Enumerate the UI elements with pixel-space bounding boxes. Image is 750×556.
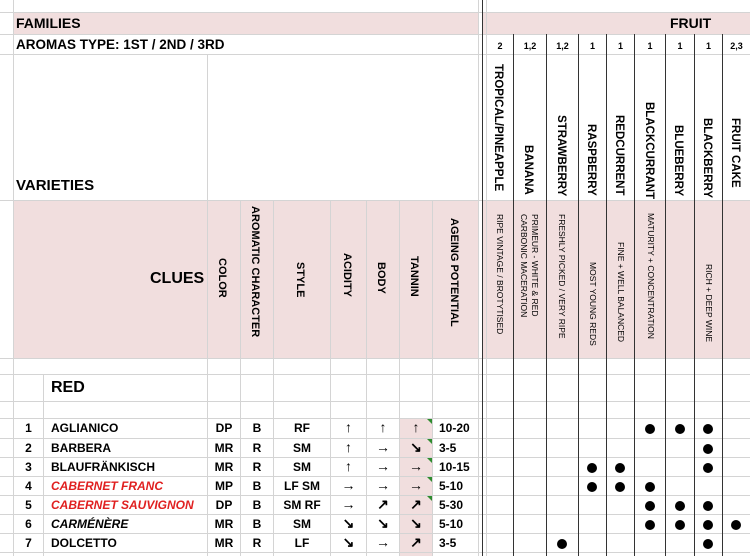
ageing-value: 5-30	[439, 498, 464, 512]
aromatic-value: R	[252, 441, 262, 455]
row-number: 6	[25, 517, 32, 531]
style-value: RF	[294, 421, 310, 435]
color-value: MR	[214, 517, 234, 531]
fruit-type-blackberry: 1	[705, 41, 711, 51]
comment-marker	[427, 496, 432, 501]
ageing-potential-header: AGEING POTENTIAL	[448, 218, 460, 327]
ageing-value: 3-5	[439, 536, 457, 550]
row-number: 5	[25, 498, 32, 512]
style-value: SM	[293, 441, 311, 455]
row-number: 3	[25, 460, 32, 474]
style-value: LF	[294, 536, 310, 550]
ageing-value: 3-5	[439, 441, 457, 455]
fruit-clue-redcurrent: FINE + WELL BALANCED	[616, 242, 626, 343]
acidity-arrow: ↑	[345, 439, 352, 455]
acidity-header: ACIDITY	[341, 253, 353, 297]
tannin-arrow: ↘	[410, 515, 422, 531]
varieties-label: VARIETIES	[16, 177, 95, 194]
tannin-header: TANNIN	[408, 256, 420, 297]
fruit-type-blueberry: 1	[677, 41, 683, 51]
body-arrow: ↘	[377, 515, 389, 531]
tannin-arrow: ↘	[410, 439, 422, 455]
color-value: MP	[215, 479, 233, 493]
fruit-type-redcurrent: 1	[617, 41, 623, 51]
ageing-value: 5-10	[439, 517, 464, 531]
row-number: 2	[25, 441, 32, 455]
fruit-name-raspberry: RASPBERRY	[585, 124, 597, 196]
style-header: STYLE	[294, 262, 306, 298]
fruit-clue-blackberry: RICH + DEEP WINE	[704, 264, 714, 343]
variety-name: AGLIANICO	[51, 421, 119, 435]
aroma-dot	[703, 539, 713, 549]
color-value: DP	[215, 421, 233, 435]
fruit-clue-blackcurrant: MATURITY + CONCENTRATION	[646, 213, 656, 339]
color-header: COLOR	[216, 258, 228, 298]
body-arrow: ↑	[379, 419, 387, 435]
aroma-dot	[675, 424, 685, 434]
body-arrow: ↗	[377, 496, 389, 512]
body-arrow: →	[376, 439, 390, 455]
tannin-arrow: ↗	[410, 534, 422, 550]
aroma-dot	[703, 424, 713, 434]
aroma-dot	[645, 424, 655, 434]
acidity-arrow: →	[341, 477, 356, 493]
fruit-type-banana: 1,2	[523, 41, 537, 51]
aromatic-value: B	[252, 517, 262, 531]
fruit-name-redcurrent: REDCURRENT	[613, 115, 625, 196]
families-fill	[14, 13, 478, 34]
aromatic-value: B	[252, 498, 262, 512]
fruit-clue-tropical: RIPE VINTAGE / BROTYTISED	[495, 214, 505, 335]
fruit-name-blackberry: BLACKBERRY	[701, 118, 713, 199]
fruit-name-banana: BANANA	[522, 145, 534, 195]
aroma-dot	[675, 501, 685, 511]
row-number: 4	[25, 479, 32, 493]
comment-marker	[427, 458, 432, 463]
clues-label: CLUES	[150, 270, 205, 287]
aroma-dot	[731, 520, 741, 530]
aromas-type-label: AROMAS TYPE: 1ST / 2ND / 3RD	[16, 37, 225, 52]
aroma-dot	[703, 463, 713, 473]
aromatic-character-header: AROMATIC CHARACTER	[249, 206, 261, 338]
row-number: 7	[25, 536, 32, 550]
style-value: SM	[293, 517, 311, 531]
aromatic-value: R	[252, 460, 262, 474]
ageing-value: 10-15	[439, 460, 470, 474]
fruit-type-blackcurrant: 1	[647, 41, 653, 51]
fruit-clue-strawberry: FRESHLY PICKED / VERY RIPE	[557, 214, 567, 339]
fruit-label: FRUIT	[670, 15, 712, 31]
color-value: MR	[214, 441, 234, 455]
fruit-type-strawberry: 1,2	[556, 41, 569, 51]
aroma-dot	[703, 501, 713, 511]
style-value: SM RF	[283, 498, 321, 512]
section-red-label: RED	[51, 379, 85, 396]
color-value: DP	[215, 498, 233, 512]
ageing-value: 10-20	[439, 421, 470, 435]
families-label: FAMILIES	[16, 15, 81, 31]
acidity-arrow: ↑	[345, 419, 352, 435]
fruit-type-fruit-cake: 2,3	[730, 41, 743, 51]
fruit-clue-raspberry: MOST YOUNG REDS	[588, 262, 598, 346]
fruit-type-tropical: 2	[497, 41, 503, 51]
tannin-arrow: →	[409, 458, 423, 474]
aroma-dot	[615, 463, 625, 473]
fruit-type-raspberry: 1	[589, 41, 595, 51]
tannin-arrow: ↗	[410, 496, 422, 512]
ageing-value: 5-10	[439, 479, 464, 493]
acidity-arrow: ↑	[345, 458, 352, 474]
tannin-arrow: ↑	[412, 419, 420, 435]
body-header: BODY	[375, 262, 387, 294]
variety-name: BARBERA	[51, 441, 111, 455]
fruit-name-tropical: TROPICAL/PINEAPPLE	[492, 64, 504, 192]
variety-name: DOLCETTO	[51, 536, 117, 550]
aroma-dot	[645, 501, 655, 511]
body-arrow: →	[376, 477, 390, 493]
variety-name: CABERNET FRANC	[51, 479, 163, 493]
row-number: 1	[25, 421, 32, 435]
fruit-name-blueberry: BLUEBERRY	[672, 125, 684, 197]
color-value: MR	[214, 460, 234, 474]
aroma-dot	[675, 520, 685, 530]
style-value: SM	[293, 460, 311, 474]
color-value: MR	[214, 536, 234, 550]
aroma-dot	[587, 463, 597, 473]
aroma-dot	[615, 482, 625, 492]
tannin-arrow: →	[409, 477, 423, 493]
acidity-arrow: ↘	[342, 515, 355, 531]
fruit-clue-banana: PRIMEUR - WHITE & RED CARBONIC MACERATION	[519, 214, 540, 318]
aroma-dot	[645, 520, 655, 530]
fruit-name-blackcurrant: BLACKCURRANT	[643, 102, 655, 200]
style-value: LF SM	[284, 479, 320, 493]
aromatic-value: B	[252, 421, 262, 435]
body-arrow: →	[376, 458, 390, 474]
fruit-name-strawberry: STRAWBERRY	[555, 115, 567, 197]
aroma-dot	[645, 482, 655, 492]
fruit-name-fruit-cake: FRUIT CAKE	[729, 118, 741, 188]
variety-name: BLAUFRÄNKISCH	[51, 460, 155, 474]
variety-name: CARMÉNÈRE	[51, 517, 129, 531]
aroma-dot	[587, 482, 597, 492]
aromatic-value: B	[252, 479, 262, 493]
acidity-arrow: ↘	[342, 534, 355, 550]
aromatic-value: R	[252, 536, 262, 550]
comment-marker	[427, 477, 432, 482]
aroma-dot	[557, 539, 567, 549]
body-arrow: →	[376, 534, 390, 550]
aroma-dot	[703, 444, 713, 454]
aroma-dot	[703, 520, 713, 530]
acidity-arrow: →	[341, 496, 356, 512]
variety-name: CABERNET SAUVIGNON	[51, 498, 194, 512]
comment-marker	[427, 419, 432, 424]
comment-marker	[427, 439, 432, 444]
